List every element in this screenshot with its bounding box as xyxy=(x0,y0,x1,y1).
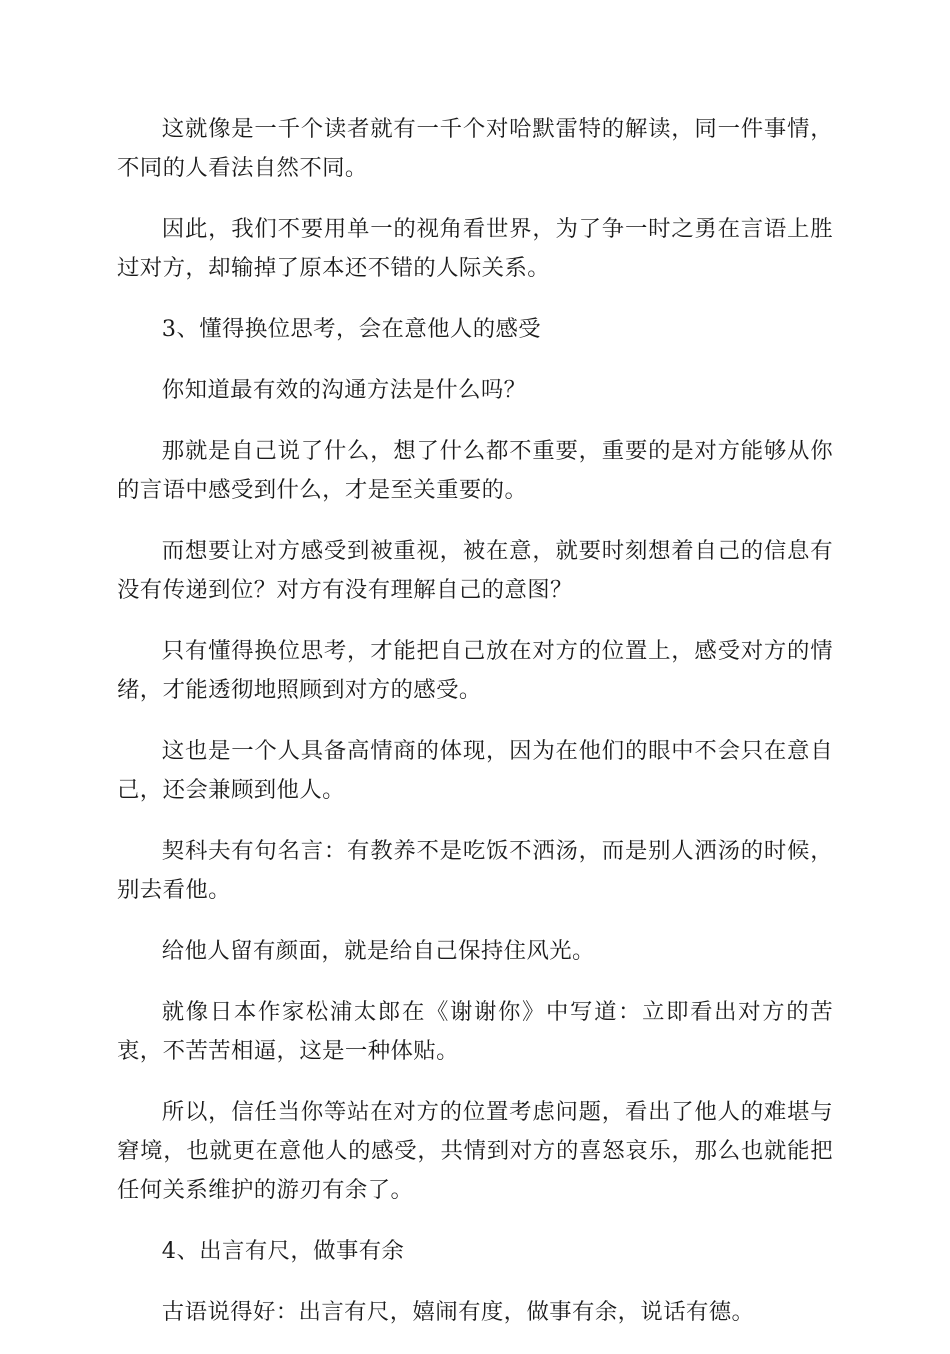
paragraph-being-valued: 而想要让对方感受到被重视，被在意，就要时刻想着自己的信息有没有传递到位？对方有没有理解自己的意图？ xyxy=(117,538,833,603)
paragraph-save-face: 给他人留有颜面，就是给自己保持住风光。 xyxy=(161,938,595,964)
section-heading-measured-speech: 4、出言有尺，做事有余 xyxy=(161,1238,405,1264)
paragraph-hamlet-analogy: 这就像是一千个读者就有一千个对哈默雷特的解读，同一件事情，不同的人看法自然不同。 xyxy=(117,116,833,181)
paragraph-chekhov-quote: 契科夫有句名言：有教养不是吃饭不洒汤，而是别人洒汤的时候，别去看他。 xyxy=(117,838,833,903)
paragraph-communication: 那就是自己说了什么，想了什么都不重要，重要的是对方能够从你的言语中感受到什么，才是至关重要的。 xyxy=(117,438,833,503)
paragraph-perspective-taking: 只有懂得换位思考，才能把自己放在对方的位置上，感受对方的情绪，才能透彻地照顾到对方的感受。 xyxy=(117,638,833,703)
paragraph-single-perspective: 因此，我们不要用单一的视角看世界，为了争一时之勇在言语上胜过对方，却输掉了原本还不错的人际关系。 xyxy=(117,216,833,281)
paragraph-conclusion: 所以，信任当你等站在对方的位置考虑问题，看出了他人的难堪与窘境，也就更在意他人的感受，共情到对方的喜怒哀乐，那么也就能把任何关系维护的游刃有余了。 xyxy=(117,1099,833,1203)
paragraph-question: 你知道最有效的沟通方法是什么吗？ xyxy=(161,377,527,403)
paragraph-matsuura-quote: 就像日本作家松浦太郎在《谢谢你》中写道：立即看出对方的苦衷，不苦苦相逼，这是一种体贴。 xyxy=(117,999,833,1064)
paragraph-proverb: 古语说得好：出言有尺，嬉闹有度，做事有余，说话有德。 xyxy=(161,1299,755,1325)
document-body xyxy=(117,110,833,1354)
paragraph-high-eq: 这也是一个人具备高情商的体现，因为在他们的眼中不会只在意自己，还会兼顾到他人。 xyxy=(117,738,833,803)
section-heading-empathy: 3、懂得换位思考，会在意他人的感受 xyxy=(161,316,542,342)
